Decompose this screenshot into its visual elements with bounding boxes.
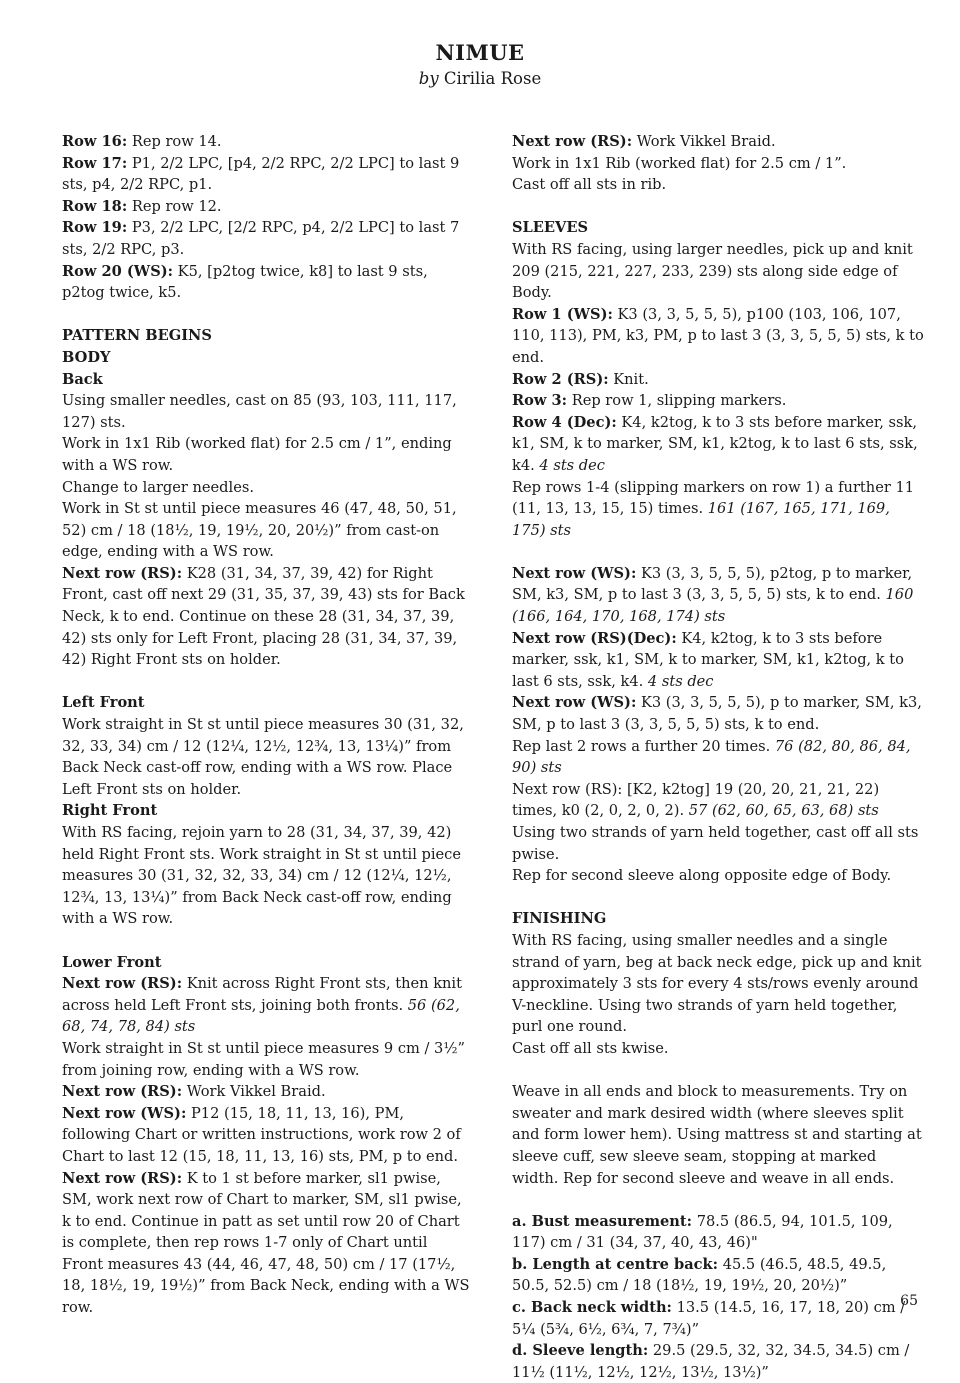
sleeves-paragraph: Rep for second sleeve along opposite edge of Body. xyxy=(512,867,892,885)
spacer xyxy=(512,1189,924,1211)
author-name: Cirilia Rose xyxy=(443,69,542,88)
rib-paragraph: Work in 1x1 Rib (worked flat) for 2.5 cm / 1”. xyxy=(512,154,847,172)
back-paragraph: Change to larger needles. xyxy=(62,478,254,496)
left-front-paragraph: Work straight in St st until piece measures 30 (31, 32, 32, 33, 34) cm / 12 (12¼, 12½, 12¾, 13, 13¼)” from Back Neck cast-off row, ending with a WS row. Place Left Front sts on holder. xyxy=(62,716,464,798)
subheading-lower-front: Lower Front xyxy=(62,953,162,971)
measurement-length: b. Length at centre back: 45.5 (46.5, 48.5, 49.5, 50.5, 52.5) cm / 18 (18½, 19, 19½, 20, 20½)” xyxy=(512,1255,887,1295)
row-17: Row 17: P1, 2/2 LPC, [p4, 2/2 RPC, 2/2 LPC] to last 9 sts, p4, 2/2 RPC, p1. xyxy=(62,154,460,194)
right-front-paragraph: With RS facing, rejoin yarn to 28 (31, 34, 37, 39, 42) held Right Front sts. Work straight in St st until piece measures 30 (31, 32, 32, 33, 34) cm / 12 (12¼, 12½, 12¾, 13, 13¼)” from Back Neck cast-off row, ending with a WS row. xyxy=(62,824,461,928)
sleeves-row: Row 3: Rep row 1, slipping markers. xyxy=(512,392,787,410)
page-number: 65 xyxy=(900,1293,918,1309)
sleeves-paragraph: Next row (RS): [K2, k2tog] 19 (20, 20, 21, 21, 22) times, k0 (2, 0, 2, 0, 2). 57 (62, 60, 65, 63, 68) sts xyxy=(512,780,880,820)
row-19: Row 19: P3, 2/2 LPC, [2/2 RPC, p4, 2/2 LPC] to last 7 sts, 2/2 RPC, p3. xyxy=(62,219,460,258)
byline xyxy=(0,69,960,88)
spacer xyxy=(512,541,924,563)
row-20: Row 20 (WS): K5, [p2tog twice, k8] to last 9 sts, p2tog twice, k5. xyxy=(62,262,428,302)
left-column xyxy=(62,131,470,1319)
lower-front-paragraph: Work straight in St st until piece measures 9 cm / 3½” from joining row, ending with a WS row. xyxy=(62,1039,465,1079)
sleeves-paragraph: Using two strands of yarn held together, cast off all sts pwise. xyxy=(512,824,919,863)
sleeves-paragraph: Rep last 2 rows a further 20 times. 76 (82, 80, 86, 84, 90) sts xyxy=(512,737,911,777)
back-next-row: Next row (RS): K28 (31, 34, 37, 39, 42) for Right Front, cast off next 29 (31, 35, 37, 39, 43) sts for Back Neck, k to end. Continue on these 28 (31, 34, 37, 39, 42) sts only for Left Front, placing 28 (31, 34, 37, 39, 42) Right Front sts on holder. xyxy=(62,564,465,669)
right-column xyxy=(512,131,924,1383)
lower-front-next-row: Next row (RS): K to 1 st before marker, sl1 pwise, SM, work next row of Chart to marker, SM, sl1 pwise, k to end. Continue in patt as set until row 20 of Chart is complete, then rep rows 1-7 only of Chart until Front measures 43 (44, 46, 47, 48, 50) cm / 17 (17½, 18, 18½, 19, 19½)” from Back Neck, ending with a WS row. xyxy=(62,1169,470,1317)
spacer xyxy=(512,887,924,909)
row-16: Row 16: Rep row 14. xyxy=(62,133,222,150)
sleeves-row: Row 1 (WS): K3 (3, 3, 5, 5, 5), p100 (103, 106, 107, 110, 113), PM, k3, PM, p to last 3 (3, 3, 5, 5, 5) sts, k to end. xyxy=(512,305,924,366)
subheading-back: Back xyxy=(62,370,103,388)
sleeves-next-row: Next row (WS): K3 (3, 3, 5, 5, 5), p2tog, p to marker, SM, k3, SM, p to last 3 (3, 3, 5, 5, 5) sts, k to end. 160 (166, 164, 170, 168, 174) sts xyxy=(512,564,914,626)
measurement-neck: c. Back neck width: 13.5 (14.5, 16, 17, 18, 20) cm / 5¼ (5¾, 6½, 6¾, 7, 7¾)” xyxy=(512,1299,906,1338)
byline-by: by xyxy=(418,69,439,88)
lower-front-next-row: Next row (RS): Knit across Right Front sts, then knit across held Left Front sts, joining both fronts. 56 (62, 68, 74, 78, 84) sts xyxy=(62,975,462,1036)
back-paragraph: Using smaller needles, cast on 85 (93, 103, 111, 117, 127) sts. xyxy=(62,392,457,431)
finishing-paragraph: Weave in all ends and block to measurements. Try on sweater and mark desired width (where sleeves split and form lower hem). Using mattress st and starting at sleeve cuff, sew sleeve seam, stopping at marked width. Rep for second sleeve and weave in all ends. xyxy=(512,1083,922,1187)
spacer xyxy=(512,196,924,218)
back-paragraph: Work in St st until piece measures 46 (47, 48, 50, 51, 52) cm / 18 (18½, 19, 19½, 20, 20½)” from cast-on edge, ending with a WS row. xyxy=(62,500,457,561)
finishing-paragraph: With RS facing, using smaller needles and a single strand of yarn, beg at back neck edge, pick up and knit approximately 3 sts for every 4 sts/rows evenly around V-neckline. Using two strands of yarn held together, purl one round. xyxy=(512,931,922,1036)
sleeves-paragraph: With RS facing, using larger needles, pick up and knit 209 (215, 221, 227, 233, 239) sts along side edge of Body. xyxy=(512,240,913,302)
spacer xyxy=(62,304,470,326)
cast-off-paragraph: Cast off all sts in rib. xyxy=(512,176,667,194)
subheading-left-front: Left Front xyxy=(62,694,145,712)
lower-front-next-row: Next row (WS): P12 (15, 18, 11, 13, 16), PM, following Chart or written instructions, work row 2 of Chart to last 12 (15, 18, 11, 13, 16) sts, PM, p to end. xyxy=(62,1104,461,1165)
section-heading-sleeves: SLEEVES xyxy=(512,219,589,237)
spacer xyxy=(62,671,470,693)
next-row-vikkel: Next row (RS): Work Vikkel Braid. xyxy=(512,133,776,150)
subheading-right-front: Right Front xyxy=(62,802,158,820)
pattern-title: NIMUE xyxy=(435,40,525,65)
sleeves-row: Row 2 (RS): Knit. xyxy=(512,370,649,388)
finishing-paragraph: Cast off all sts kwise. xyxy=(512,1039,669,1057)
section-heading-pattern-begins: PATTERN BEGINS xyxy=(62,327,212,345)
page-header xyxy=(0,40,960,88)
sleeves-row: Row 4 (Dec): K4, k2tog, k to 3 sts before marker, ssk, k1, SM, k to marker, SM, k1, k2tog, k to last 6 sts, ssk, k4. 4 sts dec xyxy=(512,413,918,474)
sleeves-paragraph: Rep rows 1-4 (slipping markers on row 1) a further 11 (11, 13, 13, 15, 15) times. 161 (167, 165, 171, 169, 175) sts xyxy=(512,478,915,539)
spacer xyxy=(62,930,470,952)
sleeves-next-row: Next row (WS): K3 (3, 3, 5, 5, 5), p to marker, SM, k3, SM, p to last 3 (3, 3, 5, 5, 5) sts, k to end. xyxy=(512,694,922,734)
measurement-bust: a. Bust measurement: 78.5 (86.5, 94, 101.5, 109, 117) cm / 31 (34, 37, 40, 43, 46)" xyxy=(512,1212,893,1252)
measurement-sleeve: d. Sleeve length: 29.5 (29.5, 32, 32, 34.5, 34.5) cm / 11½ (11½, 12½, 12½, 13½, 13½)” xyxy=(512,1342,910,1381)
spacer xyxy=(512,1060,924,1082)
lower-front-next-row: Next row (RS): Work Vikkel Braid. xyxy=(62,1083,326,1101)
sleeves-next-row: Next row (RS)(Dec): K4, k2tog, k to 3 sts before marker, ssk, k1, SM, k to marker, SM, k1, k2tog, k to last 6 sts, ssk, k4. 4 sts dec xyxy=(512,629,904,690)
row-18: Row 18: Rep row 12. xyxy=(62,197,222,215)
back-paragraph: Work in 1x1 Rib (worked flat) for 2.5 cm / 1”, ending with a WS row. xyxy=(62,435,452,474)
section-heading-finishing: FINISHING xyxy=(512,910,607,928)
section-heading-body: BODY xyxy=(62,348,111,366)
